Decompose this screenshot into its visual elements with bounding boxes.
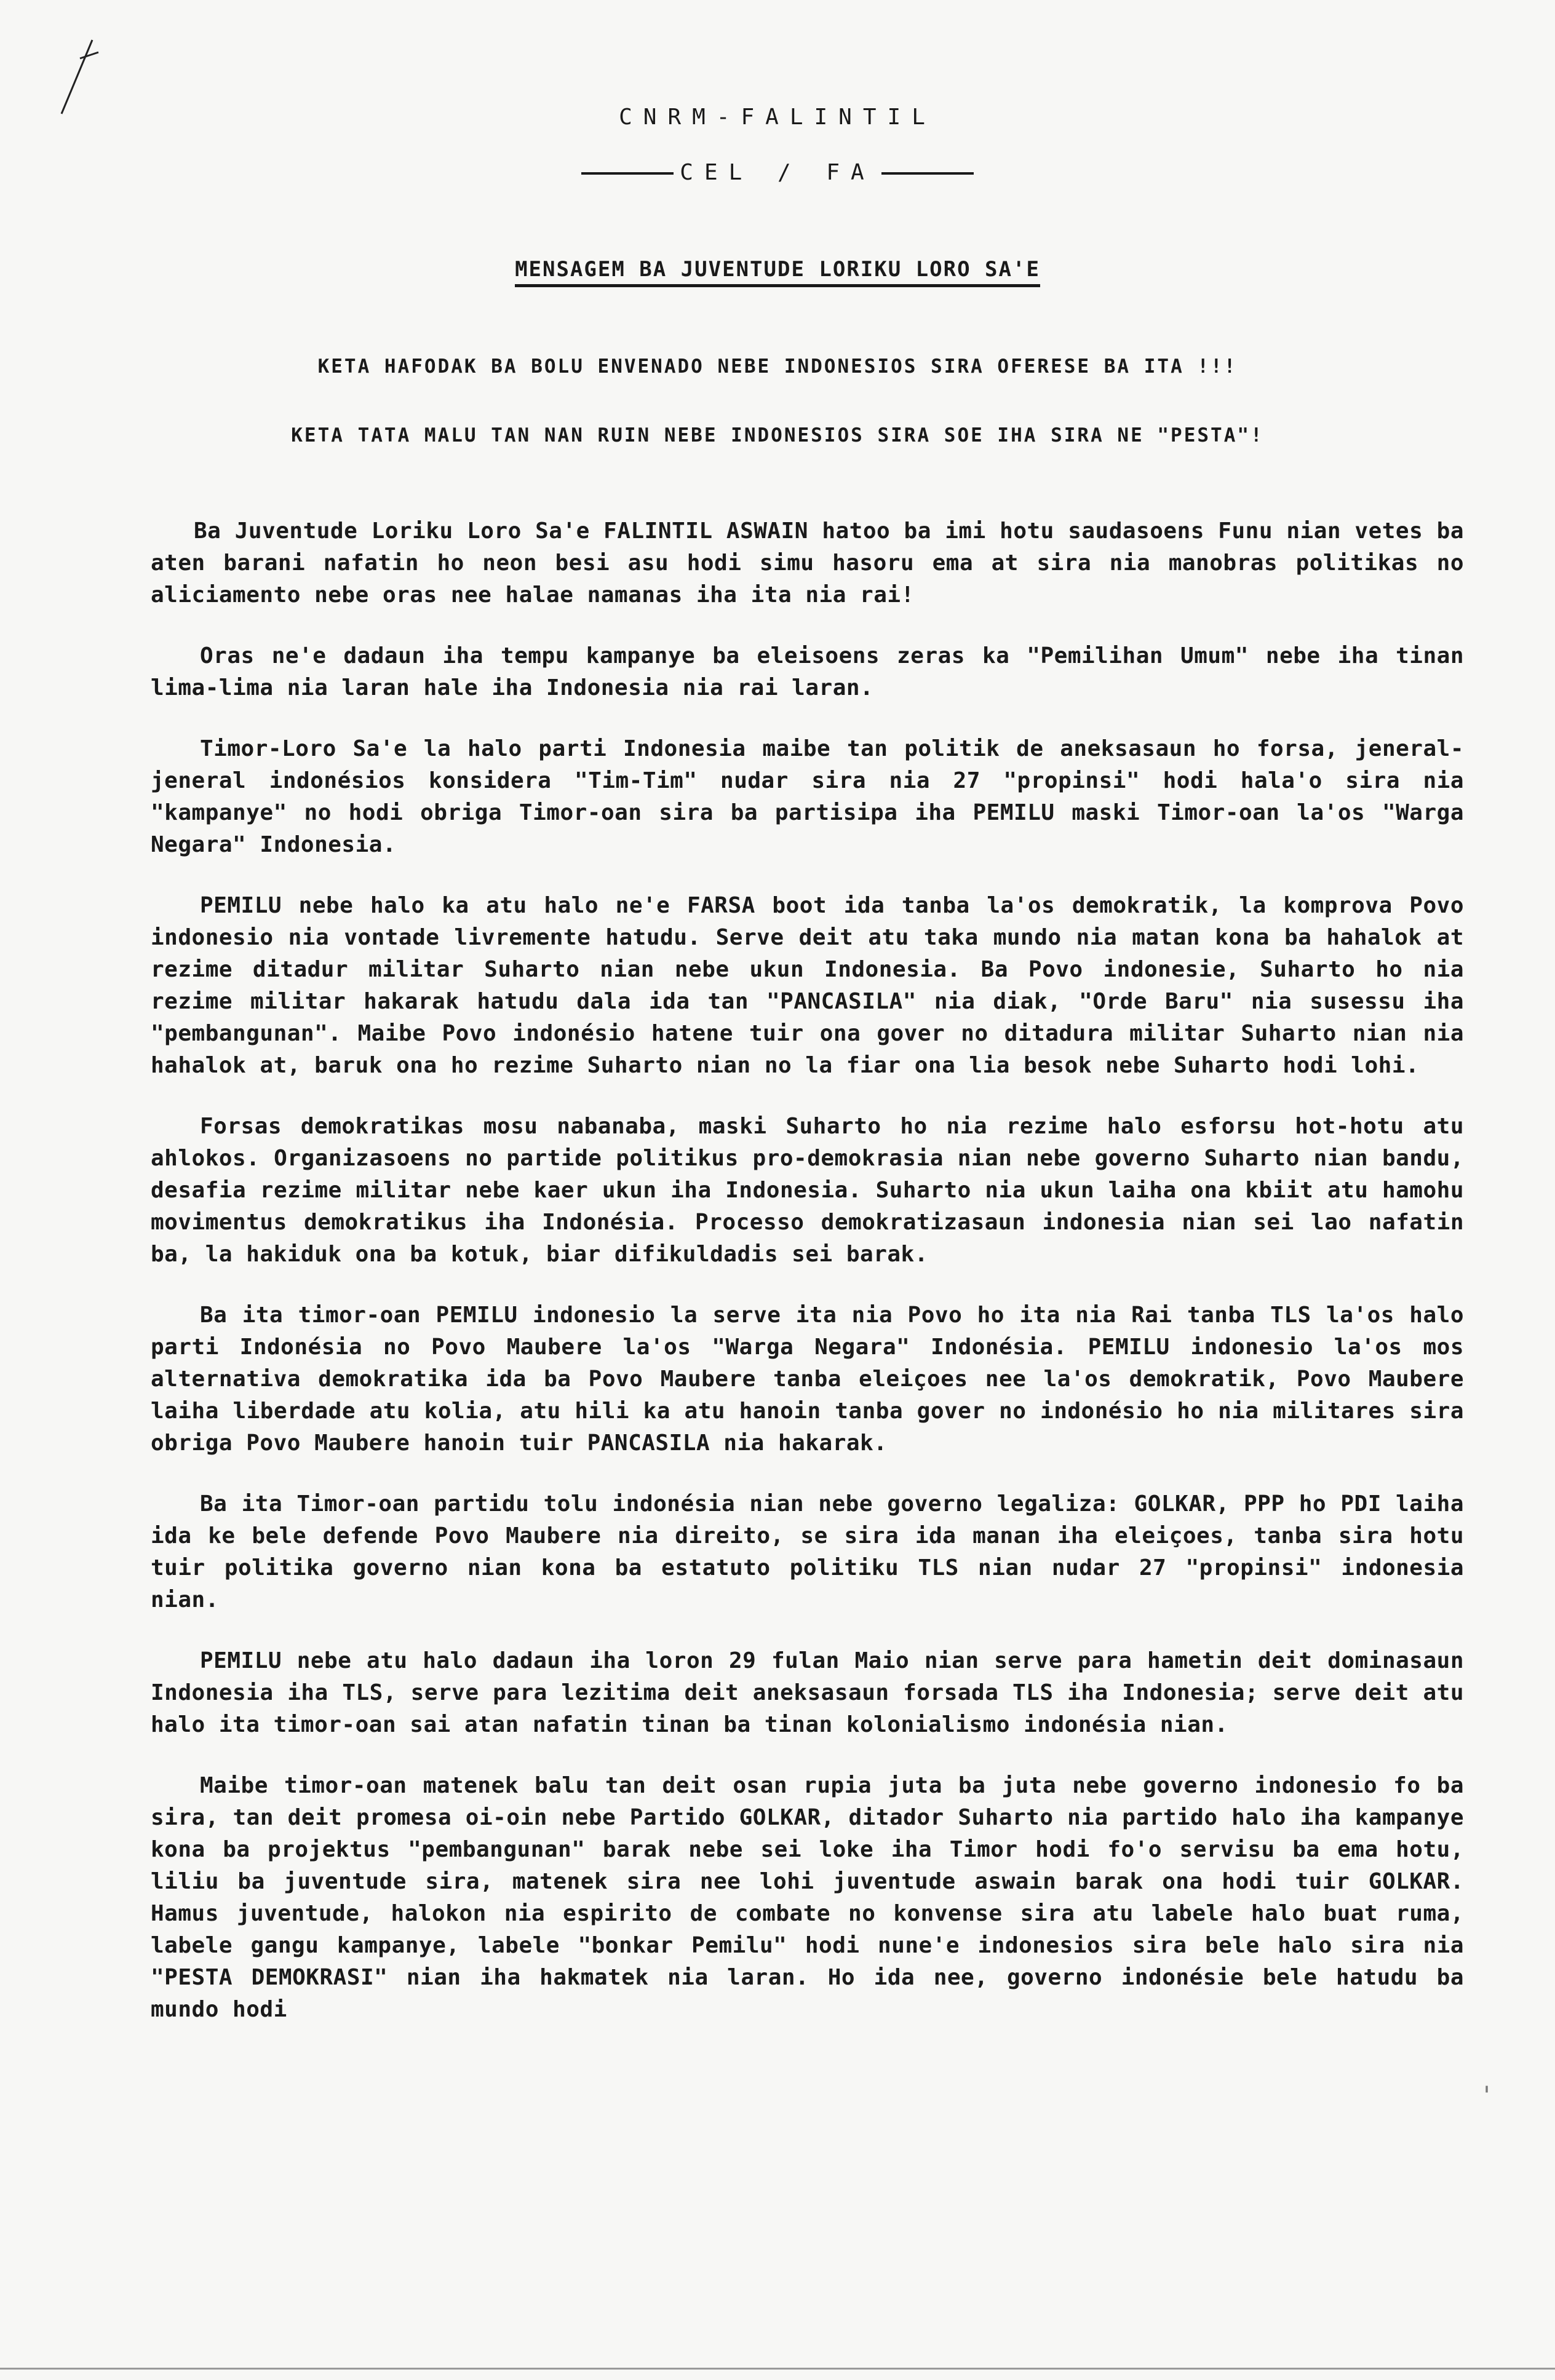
organization-header: CNRM-FALINTIL [619, 105, 936, 130]
margin-mark: ' [1479, 2082, 1495, 2110]
title-text: MENSAGEM BA JUVENTUDE LORIKU LORO SA'E [515, 257, 1040, 287]
paragraph-6: Ba ita timor-oan PEMILU indonesio la serve ita nia Povo ho ita nia Rai tanba TLS la'os halo parti Indonésia no Povo Maubere la'os "Warga Negara" Indonésia. PEMILU indonesio la'os mos alternativa demokratika ida ba Povo Maubere tanba eleiçoes nee la'os demokratik, Povo Maubere laiha liberdade atu kolia, atu hili ka atu hanoin tanba gover no indonésio ho nia militares sira obriga Povo Maubere hanoin tuir PANCASILA nia hakarak. [151, 1303, 1464, 1456]
paragraph-4: PEMILU nebe halo ka atu halo ne'e FARSA boot ida tanba la'os demokratik, la komprova Povo indonesio nia vontade livremente hatudu. Serve deit atu taka mundo nia matan kona ba hahalok at rezime ditadur militar Suharto nian nebe ukun Indonesia. Ba Povo indonesie, Suharto ho nia rezime militar hakarak hatudu dala ida tan "PANCASILA" nia diak, "Orde Baru" nia susessu iha "pembangunan". Maibe Povo indonésio hatene tuir ona gover no ditadura militar Suharto nian nia hahalok at, baruk ona ho rezime Suharto nian no la fiar ona lia besok nebe Suharto hodi lohi. [151, 893, 1464, 1078]
unit-label: CEL / FA [680, 160, 875, 185]
paragraph-1: Ba Juventude Loriku Loro Sa'e FALINTIL ASWAIN hatoo ba imi hotu saudasoens Funu nian vetes ba aten barani nafatin ho neon besi asu hodi simu hasoru ema at sira nia manobras politikas no aliciamento nebe oras nee halae namanas iha ita nia rai! [151, 518, 1464, 608]
slogan-1: KETA HAFODAK BA BOLU ENVENADO NEBE INDONESIOS SIRA OFERESE BA ITA !!! [317, 355, 1238, 378]
paragraph-9: Maibe timor-oan matenek balu tan deit osan rupia juta ba juta nebe governo indonesio fo ba sira, tan deit promesa oi-oin nebe Partido GOLKAR, ditador Suharto nia partido halo iha kampanye kona ba projektus "pembangunan" barak nebe sei loke iha Timor hodi fo'o servisu ba ema hotu, liliu ba juventude sira, matenek sira nee lohi juventude aswain barak ona hodi tuir GOLKAR. Hamus juventude, halokon nia espirito de combate no konvense sira atu labele halo buat ruma, labele gangu kampanye, labele "bonkar Pemilu" hodi nune'e indonesios sira bele halo sira nia "PESTA DEMOKRASI" nian iha hakmatek nia laran. Ho ida nee, governo indonésie bele hatudu ba mundo hodi [151, 1773, 1464, 2022]
unit-header [0, 160, 1555, 185]
paragraph-8: PEMILU nebe atu halo dadaun iha loron 29 fulan Maio nian serve para hametin deit dominasaun Indonesia iha TLS, serve para lezitima deit aneksasaun forsada TLS iha Indonesia; serve deit atu halo ita timor-oan sai atan nafatin tinan ba tinan kolonialismo indonésia nian. [151, 1648, 1464, 1737]
paragraph-7: Ba ita Timor-oan partidu tolu indonésia nian nebe governo legaliza: GOLKAR, PPP ho PDI laiha ida ke bele defende Povo Maubere nia direito, se sira ida manan iha eleiçoes, tanba sira hotu tuir politika governo nian kona ba estatuto politiku TLS nian nudar 27 "propinsi" indonesia nian. [151, 1491, 1464, 1612]
slogan-2: KETA TATA MALU TAN NAN RUIN NEBE INDONESIOS SIRA SOE IHA SIRA NE "PESTA"! [291, 424, 1264, 446]
right-rule [881, 172, 974, 175]
document-body [151, 515, 1464, 2055]
document-title [0, 257, 1555, 282]
paragraph-3: Timor-Loro Sa'e la halo parti Indonesia maibe tan politik de aneksasaun ho forsa, jeneral-jeneral indonésios konsidera "Tim-Tim" nudar sira nia 27 "propinsi" hodi hala'o sira nia "kampanye" no hodi obriga Timor-oan sira ba partisipa iha PEMILU maski Timor-oan la'os "Warga Negara" Indonesia. [151, 736, 1464, 857]
paragraph-2: Oras ne'e dadaun iha tempu kampanye ba eleisoens zeras ka "Pemilihan Umum" nebe iha tinan lima-lima nia laran hale iha Indonesia nia rai laran. [151, 643, 1464, 700]
bottom-edge-rule [0, 2368, 1555, 2370]
paragraph-5: Forsas demokratikas mosu nabanaba, maski Suharto ho nia rezime halo esforsu hot-hotu atu ahlokos. Organizasoens no partide politikus pro-demokrasia nian nebe governo Suharto nian bandu, desafia rezime militar nebe kaer ukun iha Indonesia. Suharto nia ukun laiha ona kbiit atu hamohu movimentus demokratikus iha Indonésia. Processo demokratizasaun indonesia nian sei lao nafatin ba, la hakiduk ona ba kotuk, biar difikuldadis sei barak. [151, 1114, 1464, 1267]
left-rule [581, 172, 674, 175]
